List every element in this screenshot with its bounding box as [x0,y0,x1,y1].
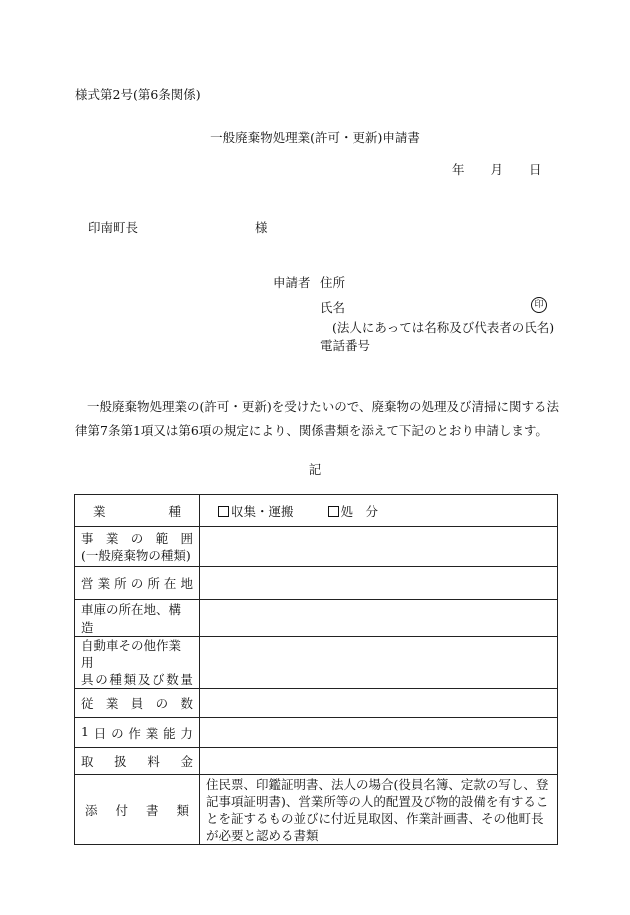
value-office-location[interactable] [200,567,558,600]
label-daily-capacity: 1 日 の 作 業 能 力 [75,718,200,748]
value-vehicles[interactable] [200,637,558,689]
day-label: 日 [529,162,542,177]
label-garage: 車庫の所在地、構造 [75,600,200,637]
label-office-location: 営 業 所 の 所 在 地 [75,567,200,600]
value-attachments: 住民票、印鑑証明書、法人の場合(役員名簿、定款の写し、登記事項証明書)、営業所等の人的配置及び物的設備を有することを証するもの並びに付近見取図、作業計画書、その他町長が必要と認める書類 [200,775,558,845]
document-title: 一般廃棄物処理業(許可・更新)申請書 [210,130,420,145]
address-label: 住所 [320,275,346,290]
application-table [74,494,558,845]
option-collection[interactable]: 収集・運搬 [218,502,294,520]
label-business-scope: 事 業 の 範 囲 (一般廃棄物の種類) [75,527,200,567]
table-row-office-location [75,567,558,600]
value-daily-capacity[interactable] [200,718,558,748]
table-row-garage [75,600,558,637]
value-fees[interactable] [200,748,558,775]
date-line [452,160,542,178]
checkbox-collection[interactable] [218,506,229,517]
application-statement: 一般廃棄物処理業の(許可・更新)を受けたいので、廃棄物の処理及び清掃に関する法律第7条第1項又は第6項の規定により、関係書類を添えて下記のとおり申請します。 [75,399,560,438]
honorific: 様 [255,220,268,235]
option-disposal[interactable]: 処 分 [328,502,379,520]
label-business-type: 業 種 [75,495,200,527]
applicant-label: 申請者 [273,275,311,290]
corporate-note: (法人にあっては名称及び代表者の氏名) [332,320,555,335]
table-row-employees [75,689,558,718]
table-row-daily-capacity [75,718,558,748]
label-employees: 従 業 員 の 数 [75,689,200,718]
form-number: 様式第2号(第6条関係) [75,87,201,102]
label-attachments: 添 付 書 類 [75,775,200,845]
business-type-options [200,495,558,527]
addressee: 印南町長 [88,220,139,235]
label-fees: 取 扱 料 金 [75,748,200,775]
value-garage[interactable] [200,600,558,637]
label-vehicles: 自動車その他作業用 具 の 種 類 及 び 数 量 [75,637,200,689]
table-row-fees [75,748,558,775]
year-label: 年 [452,162,465,177]
seal-mark: 印 [531,297,547,313]
month-label: 月 [490,162,504,177]
value-business-scope[interactable] [200,527,558,567]
table-row-business-type [75,495,558,527]
name-label: 氏名 [320,300,346,315]
value-employees[interactable] [200,689,558,718]
table-row-business-scope [75,527,558,567]
ki-heading: 記 [308,462,322,477]
table-row-attachments [75,775,558,845]
checkbox-disposal[interactable] [328,506,339,517]
phone-label: 電話番号 [320,338,371,353]
table-row-vehicles [75,637,558,689]
